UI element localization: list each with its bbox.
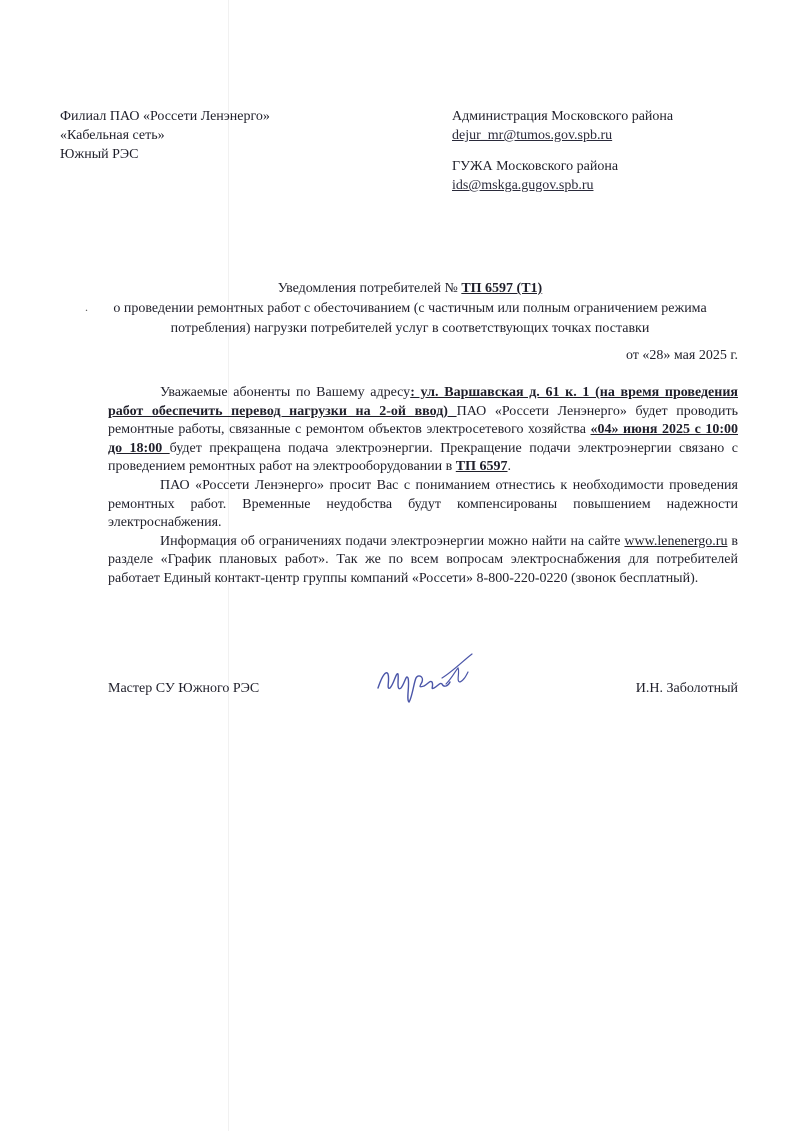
sender-line-2: «Кабельная сеть» <box>60 128 165 143</box>
title-subject: о проведении ремонтных работ с обесточиванием (с частичным или полным ограничением режима потребления) нагрузки потребителей услуг в соответствующих точках поставки <box>113 301 707 336</box>
recipient-email-link[interactable]: ids@mskga.gugov.spb.ru <box>452 178 594 193</box>
p1-text-b: ПАО «Россети Ленэнерго» будет проводить ремонтные работы, связанные с ремонтом объектов электросетевого хозяйства <box>108 403 738 438</box>
recipient-name: Администрация Московского района <box>452 109 674 124</box>
title-prefix: Уведомления потребителей № <box>277 281 462 296</box>
p1-text-c: будет прекращена подача электроэнергии. Прекращение подачи электроэнергии связано с проведением ремонтных работ на электрооборудовании в <box>108 440 738 475</box>
sender-line-1: Филиал ПАО «Россети Ленэнерго» <box>60 109 270 124</box>
p3-text-b: в разделе «График плановых работ». Так же по всем вопросам электроснабжения для потребителей работает Единый контакт-центр группы компаний «Россети» 8-800-220-0220 (звонок бесплатный). <box>108 533 738 586</box>
p1-substation: ТП 6597 <box>455 459 508 475</box>
signer-name: И.Н. Заболотный <box>635 681 738 696</box>
recipients-block <box>452 107 673 195</box>
recipient-email-link[interactable]: dejur_mr@tumos.gov.spb.ru <box>452 128 613 143</box>
title-number: ТП 6597 (Т1) <box>461 281 543 296</box>
paragraph-2: ПАО «Россети Ленэнерго» просит Вас с пониманием отнестись к необходимости проведения ремонтных работ. Временные неудобства будут компенсированы повышением надежности электроснабжения. <box>108 477 738 531</box>
recipient-name: ГУЖА Московского района <box>452 159 619 174</box>
notice-body <box>108 384 738 589</box>
notice-date: от «28» мая 2025 г. <box>625 348 738 363</box>
p1-text-a: Уважаемые абоненты по Вашему адресу <box>160 385 411 400</box>
signer-position: Мастер СУ Южного РЭС <box>108 681 260 696</box>
p1-end: . <box>507 459 512 475</box>
handwritten-signature <box>372 648 482 706</box>
notice-title <box>80 279 740 339</box>
sender-block <box>60 107 270 164</box>
side-mark: . <box>85 300 88 314</box>
p1-outage-time: «04» июня 2025 с 10:00 до 18:00 <box>108 422 739 456</box>
p3-text-a: Информация об ограничениях подачи электроэнергии можно найти на сайте <box>160 533 625 549</box>
sender-line-3: Южный РЭС <box>60 147 139 162</box>
p1-address: : ул. Варшавская д. 61 к. 1 (на время проведения работ обеспечить перевод нагрузки на 2-ой ввод) <box>108 385 738 419</box>
website-link[interactable]: www.lenenergo.ru <box>624 533 728 549</box>
paragraph-1 <box>108 384 738 477</box>
paragraph-3 <box>108 533 738 589</box>
